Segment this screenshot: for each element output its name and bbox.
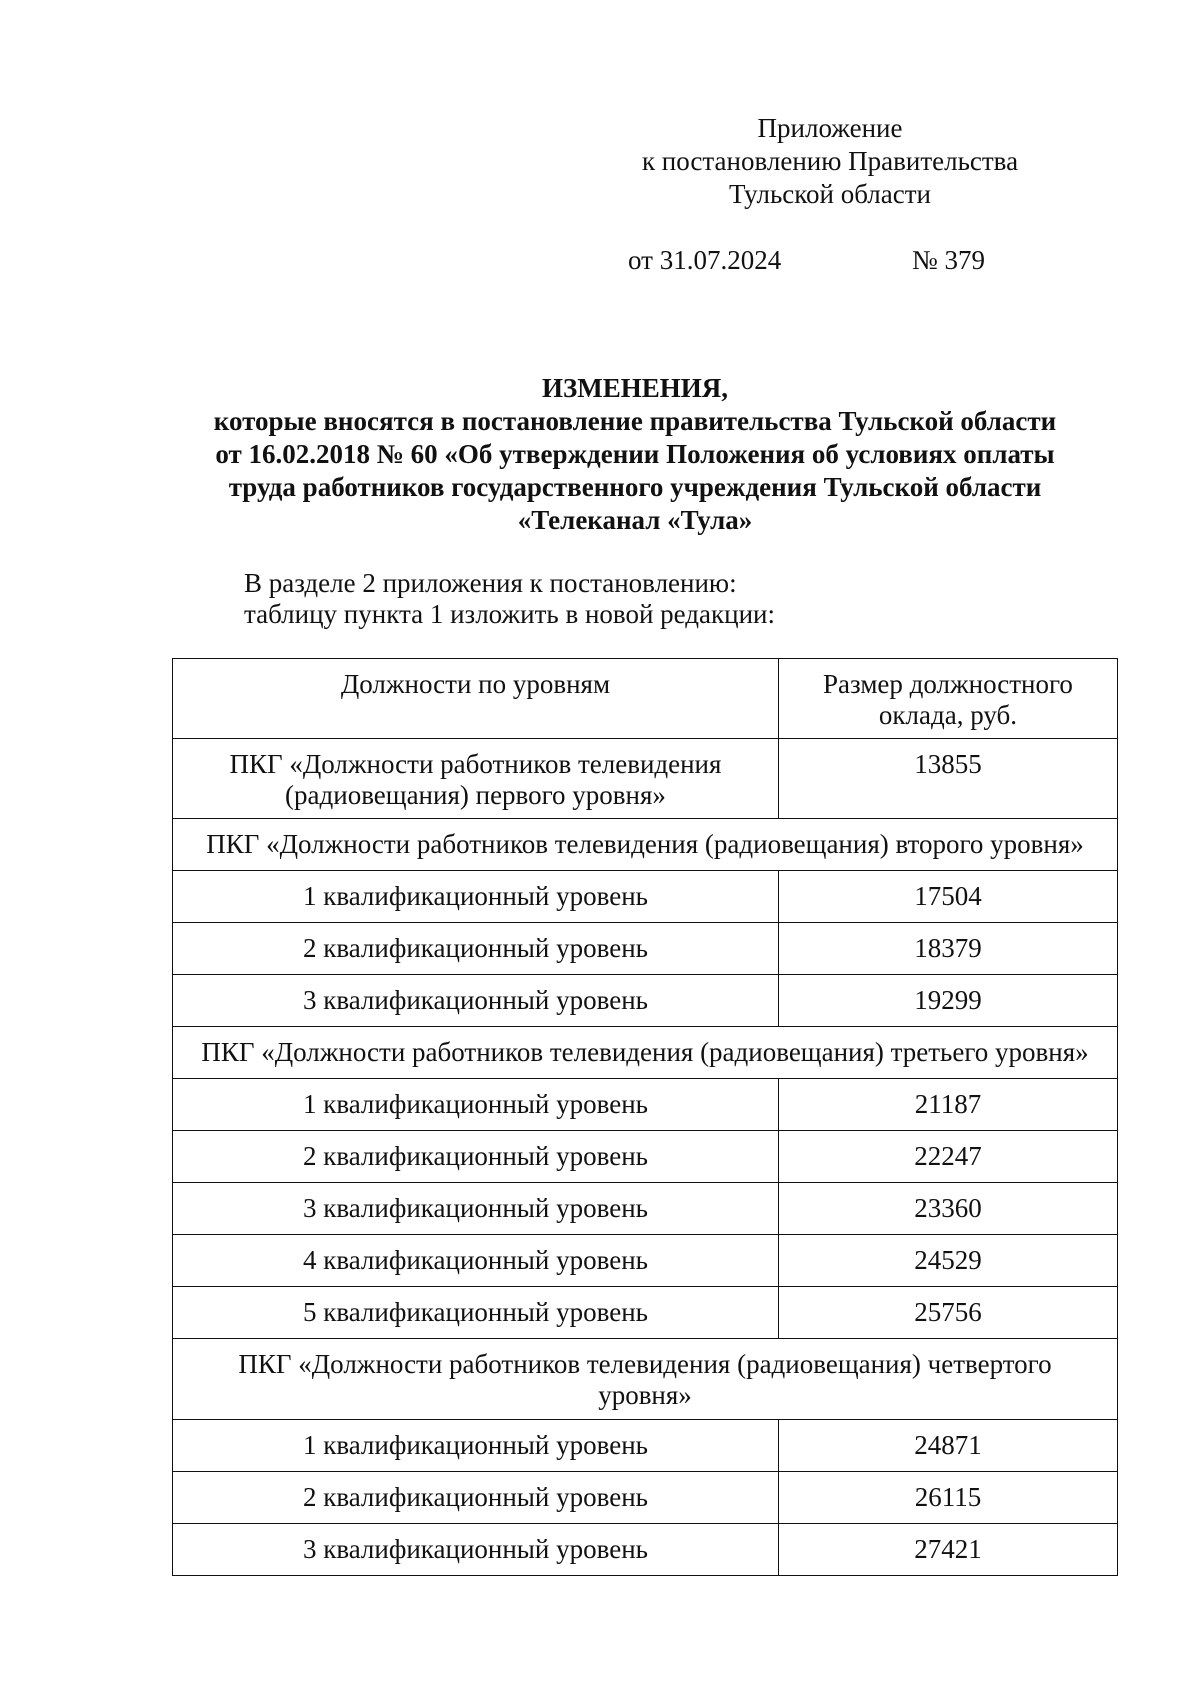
header-salary-line-1: Размер должностного [823,669,1073,699]
appendix-line-2: к постановлению Правительства [641,146,1019,176]
appendix-line-1: Приложение [757,113,903,143]
salary-value: 19299 [778,975,1117,1027]
header-salary [778,659,1117,739]
salary-value: 22247 [778,1131,1117,1183]
qualification-level: 1 квалификационный уровень [173,1420,779,1472]
level1-name-line-2: (радиовещания) первого уровня» [285,780,666,810]
intro-line-1: В разделе 2 приложения к постановлению: [244,568,737,598]
group-row [173,1339,1118,1420]
table-row-level1 [173,739,1118,819]
header-salary-line-2: оклада, руб. [878,700,1017,730]
group4-title-line-1: ПКГ «Должности работников телевидения (радиовещания) четвертого [238,1349,1052,1379]
level1-name [173,739,779,819]
qualification-level: 2 квалификационный уровень [173,1131,779,1183]
salary-value: 23360 [778,1183,1117,1235]
qualification-level: 2 квалификационный уровень [173,923,779,975]
table-row [173,1079,1118,1131]
intro-line-2: таблицу пункта 1 изложить в новой редакции: [244,599,775,629]
level1-salary: 13855 [778,739,1117,819]
group3-title: ПКГ «Должности работников телевидения (радиовещания) третьего уровня» [173,1027,1118,1079]
group4-title [173,1339,1118,1420]
title-line-4: труда работников государственного учреждения Тульской области [228,472,1042,502]
qualification-level: 5 квалификационный уровень [173,1287,779,1339]
title-line-3: от 16.02.2018 № 60 «Об утверждении Положения об условиях оплаты [215,439,1055,469]
table-row [173,1235,1118,1287]
appendix-line-3: Тульской области [729,179,931,209]
document-title [170,372,1100,537]
table-row [173,1183,1118,1235]
salary-table [172,658,1118,1576]
qualification-level: 2 квалификационный уровень [173,1472,779,1524]
resolution-date: от 31.07.2024 [628,245,782,275]
group2-title: ПКГ «Должности работников телевидения (радиовещания) второго уровня» [173,819,1118,871]
qualification-level: 1 квалификационный уровень [173,1079,779,1131]
qualification-level: 3 квалификационный уровень [173,1524,779,1576]
qualification-level: 3 квалификационный уровень [173,975,779,1027]
salary-value: 25756 [778,1287,1117,1339]
resolution-number: № 379 [912,245,986,275]
table-row [173,1420,1118,1472]
table-row [173,923,1118,975]
table-row [173,871,1118,923]
salary-value: 18379 [778,923,1117,975]
salary-value: 26115 [778,1472,1117,1524]
group-row [173,819,1118,871]
table-row [173,1287,1118,1339]
salary-value: 21187 [778,1079,1117,1131]
group4-title-line-2: уровня» [598,1380,692,1410]
qualification-level: 1 квалификационный уровень [173,871,779,923]
appendix-reference [620,112,1040,211]
table-row [173,1524,1118,1576]
table-row [173,1472,1118,1524]
intro-paragraph [244,568,775,630]
salary-value: 27421 [778,1524,1117,1576]
table-row [173,1131,1118,1183]
table-row [173,975,1118,1027]
title-line-1: ИЗМЕНЕНИЯ, [541,373,728,403]
group-row [173,1027,1118,1079]
title-line-2: которые вносятся в постановление правительства Тульской области [213,406,1057,436]
table-header-row [173,659,1118,739]
qualification-level: 4 квалификационный уровень [173,1235,779,1287]
qualification-level: 3 квалификационный уровень [173,1183,779,1235]
title-line-5: «Телеканал «Тула» [517,505,753,535]
salary-value: 24529 [778,1235,1117,1287]
header-positions: Должности по уровням [173,659,779,739]
salary-value: 17504 [778,871,1117,923]
level1-name-line-1: ПКГ «Должности работников телевидения [229,749,722,779]
salary-value: 24871 [778,1420,1117,1472]
